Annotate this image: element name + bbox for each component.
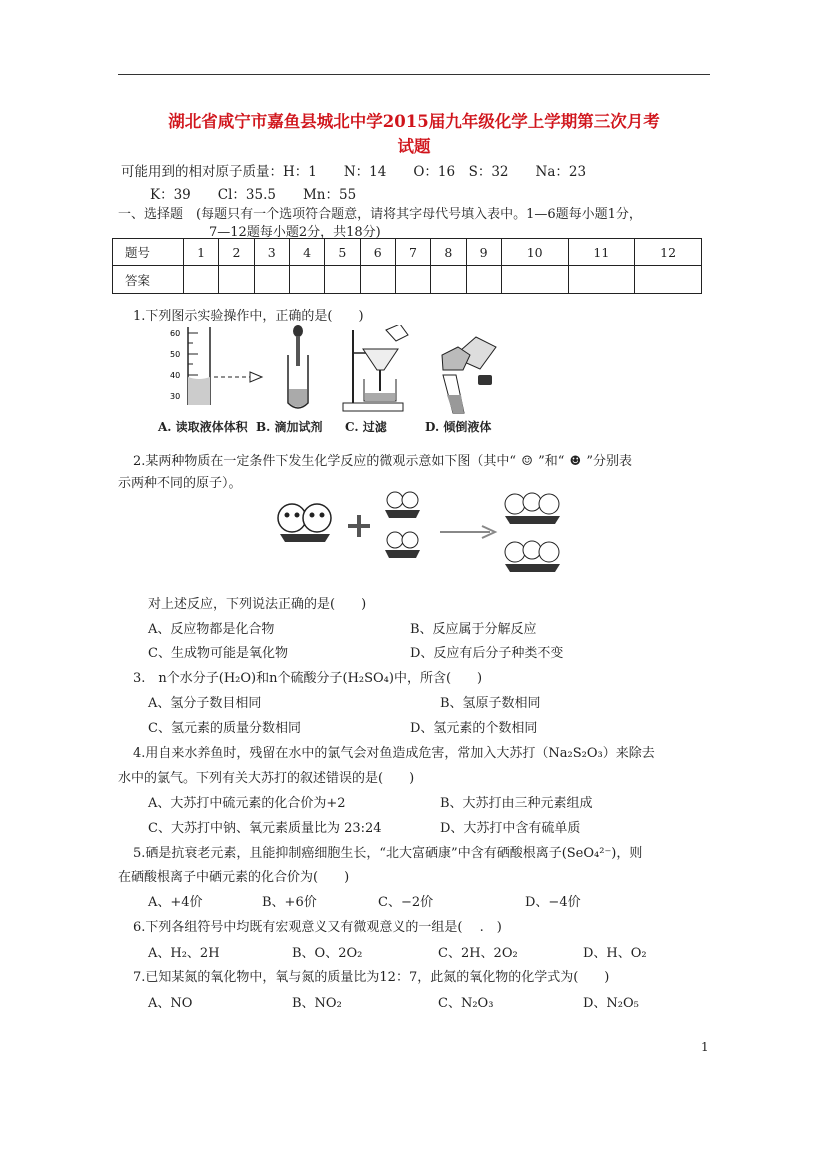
page-number: 1 <box>701 1040 709 1054</box>
answer-cell[interactable] <box>501 266 568 294</box>
q3-stem: 3. n个水分子(H₂O)和n个硫酸分子(H₂SO₄)中，所含( ) <box>133 671 483 686</box>
table-cell: 4 <box>289 239 324 266</box>
document-title: 湖北省咸宁市嘉鱼县城北中学2015届九年级化学上学期第三次月考 <box>168 112 660 131</box>
q1-caption-c: C. 过滤 <box>345 420 387 434</box>
q4-option-a[interactable]: A、大苏打中硫元素的化合价为+2 <box>148 796 346 811</box>
atomic-masses: 可能用到的相对原子质量：H：1 N：14 O：16 S：32 Na：23 <box>121 164 587 180</box>
answer-cell[interactable] <box>289 266 324 294</box>
answer-cell[interactable] <box>568 266 635 294</box>
scale-label: 50 <box>170 350 181 359</box>
q2-option-c[interactable]: C、生成物可能是氧化物 <box>148 646 288 661</box>
q2-sub-stem: 对上述反应，下列说法正确的是( ) <box>148 597 367 612</box>
q2-stem-line <box>133 450 632 469</box>
table-cell: 11 <box>568 239 635 266</box>
dropper-test-tube-icon <box>288 325 308 408</box>
section-heading-cont: 7—12题每小题2分，共18分) <box>209 225 381 240</box>
answer-cell[interactable] <box>431 266 466 294</box>
answer-cell[interactable] <box>325 266 360 294</box>
q2-stem-part1: 2.某两种物质在一定条件下发生化学反应的微观示意如下图（其中“ <box>133 454 517 469</box>
atom-symbol-b-icon: ☻ <box>569 454 582 469</box>
reaction-arrow-icon <box>440 526 495 538</box>
q6-option-c[interactable]: C、2H、2O₂ <box>438 946 518 961</box>
table-cell: 2 <box>219 239 254 266</box>
table-row <box>113 239 702 266</box>
answer-cell[interactable] <box>184 266 219 294</box>
answer-table <box>112 238 702 294</box>
table-header-label: 题号 <box>113 239 184 266</box>
filtration-setup-icon <box>343 325 408 411</box>
q7-option-b[interactable]: B、NO₂ <box>292 996 342 1011</box>
answer-cell[interactable] <box>635 266 702 294</box>
graduated-cylinder-icon <box>188 327 262 405</box>
table-cell: 5 <box>325 239 360 266</box>
section-heading: 一、选择题 (每题只有一个选项符合题意，请将其字母代号填入表中。1—6题每小题1分， <box>118 207 642 222</box>
q4-option-c[interactable]: C、大苏打中钠、氧元素质量比为 23:24 <box>148 821 382 836</box>
q3-option-a[interactable]: A、氢分子数目相同 <box>148 696 262 711</box>
q4-stem-cont: 水中的氯气。下列有关大苏打的叙述错误的是( ) <box>118 771 415 786</box>
q2-option-b[interactable]: B、反应属于分解反应 <box>410 622 537 637</box>
reactant-molecule-b-icon <box>385 492 420 558</box>
answer-cell[interactable] <box>395 266 430 294</box>
q1-stem: 1.下列图示实验操作中，正确的是( ) <box>133 309 364 324</box>
q4-option-b[interactable]: B、大苏打由三种元素组成 <box>440 796 593 811</box>
table-cell: 8 <box>431 239 466 266</box>
q7-option-a[interactable]: A、NO <box>148 996 193 1011</box>
reactant-molecule-a-icon <box>278 504 331 542</box>
q1-caption-b: B. 滴加试剂 <box>256 420 323 434</box>
q6-option-b[interactable]: B、O、2O₂ <box>292 946 363 961</box>
q3-option-d[interactable]: D、氢元素的个数相同 <box>410 721 538 736</box>
table-cell: 12 <box>635 239 702 266</box>
q5-option-b[interactable]: B、+6价 <box>262 895 317 910</box>
answer-cell[interactable] <box>219 266 254 294</box>
q5-stem: 5.硒是抗衰老元素，且能抑制癌细胞生长，“北大富硒康”中含有硒酸根离子(SeO₄²⁻)，则 <box>133 846 643 861</box>
lab-operations-figure <box>158 325 503 417</box>
atomic-masses-cont: K：39 Cl：35.5 Mn：55 <box>150 187 357 203</box>
q5-stem-cont: 在硒酸根离子中硒元素的化合价为( ) <box>118 870 350 885</box>
answer-cell[interactable] <box>360 266 395 294</box>
table-cell: 7 <box>395 239 430 266</box>
answer-cell[interactable] <box>254 266 289 294</box>
q7-stem: 7.已知某氮的氧化物中，氧与氮的质量比为12：7，此氮的氧化物的化学式为( ) <box>133 970 610 985</box>
q6-option-a[interactable]: A、H₂、2H <box>148 946 220 961</box>
q7-option-c[interactable]: C、N₂O₃ <box>438 996 494 1011</box>
q5-option-d[interactable]: D、−4价 <box>525 895 581 910</box>
q2-stem-part3: ”分别表 <box>586 454 633 469</box>
q6-stem: 6.下列各组符号中均既有宏观意义又有微观意义的一组是( . ) <box>133 920 502 935</box>
scale-label: 40 <box>170 371 181 380</box>
q2-stem-part2: ”和“ <box>538 454 565 469</box>
q2-stem-cont: 示两种不同的原子）。 <box>118 476 242 491</box>
q2-option-a[interactable]: A、反应物都是化合物 <box>148 622 275 637</box>
table-cell: 3 <box>254 239 289 266</box>
table-cell: 6 <box>360 239 395 266</box>
plus-icon <box>348 515 370 537</box>
table-cell: 1 <box>184 239 219 266</box>
q3-option-b[interactable]: B、氢原子数相同 <box>440 696 541 711</box>
q3-option-c[interactable]: C、氢元素的质量分数相同 <box>148 721 301 736</box>
table-cell: 10 <box>501 239 568 266</box>
table-cell: 9 <box>466 239 501 266</box>
table-answer-label: 答案 <box>113 266 184 294</box>
q7-option-d[interactable]: D、N₂O₅ <box>583 996 639 1011</box>
reaction-diagram <box>270 490 570 590</box>
q5-option-a[interactable]: A、+4价 <box>148 895 203 910</box>
scale-label: 60 <box>170 329 181 338</box>
q2-option-d[interactable]: D、反应有后分子种类不变 <box>410 646 564 661</box>
document-title-cont: 试题 <box>397 137 431 156</box>
header-rule <box>118 74 710 75</box>
q1-caption-d: D. 倾倒液体 <box>425 420 492 434</box>
atom-symbol-a-icon: ☺ <box>521 454 533 469</box>
product-molecule-icon <box>505 493 560 572</box>
table-row <box>113 266 702 294</box>
q4-stem: 4.用自来水养鱼时，残留在水中的氯气会对鱼造成危害，常加入大苏打（Na₂S₂O₃）来除去 <box>133 746 655 761</box>
pouring-liquid-icon <box>442 337 496 413</box>
scale-label: 30 <box>170 392 181 401</box>
q6-option-d[interactable]: D、H、O₂ <box>583 946 647 961</box>
q5-option-c[interactable]: C、−2价 <box>378 895 434 910</box>
q1-caption-a: A. 读取液体体积 <box>158 420 248 434</box>
q4-option-d[interactable]: D、大苏打中含有硫单质 <box>440 821 581 836</box>
answer-cell[interactable] <box>466 266 501 294</box>
